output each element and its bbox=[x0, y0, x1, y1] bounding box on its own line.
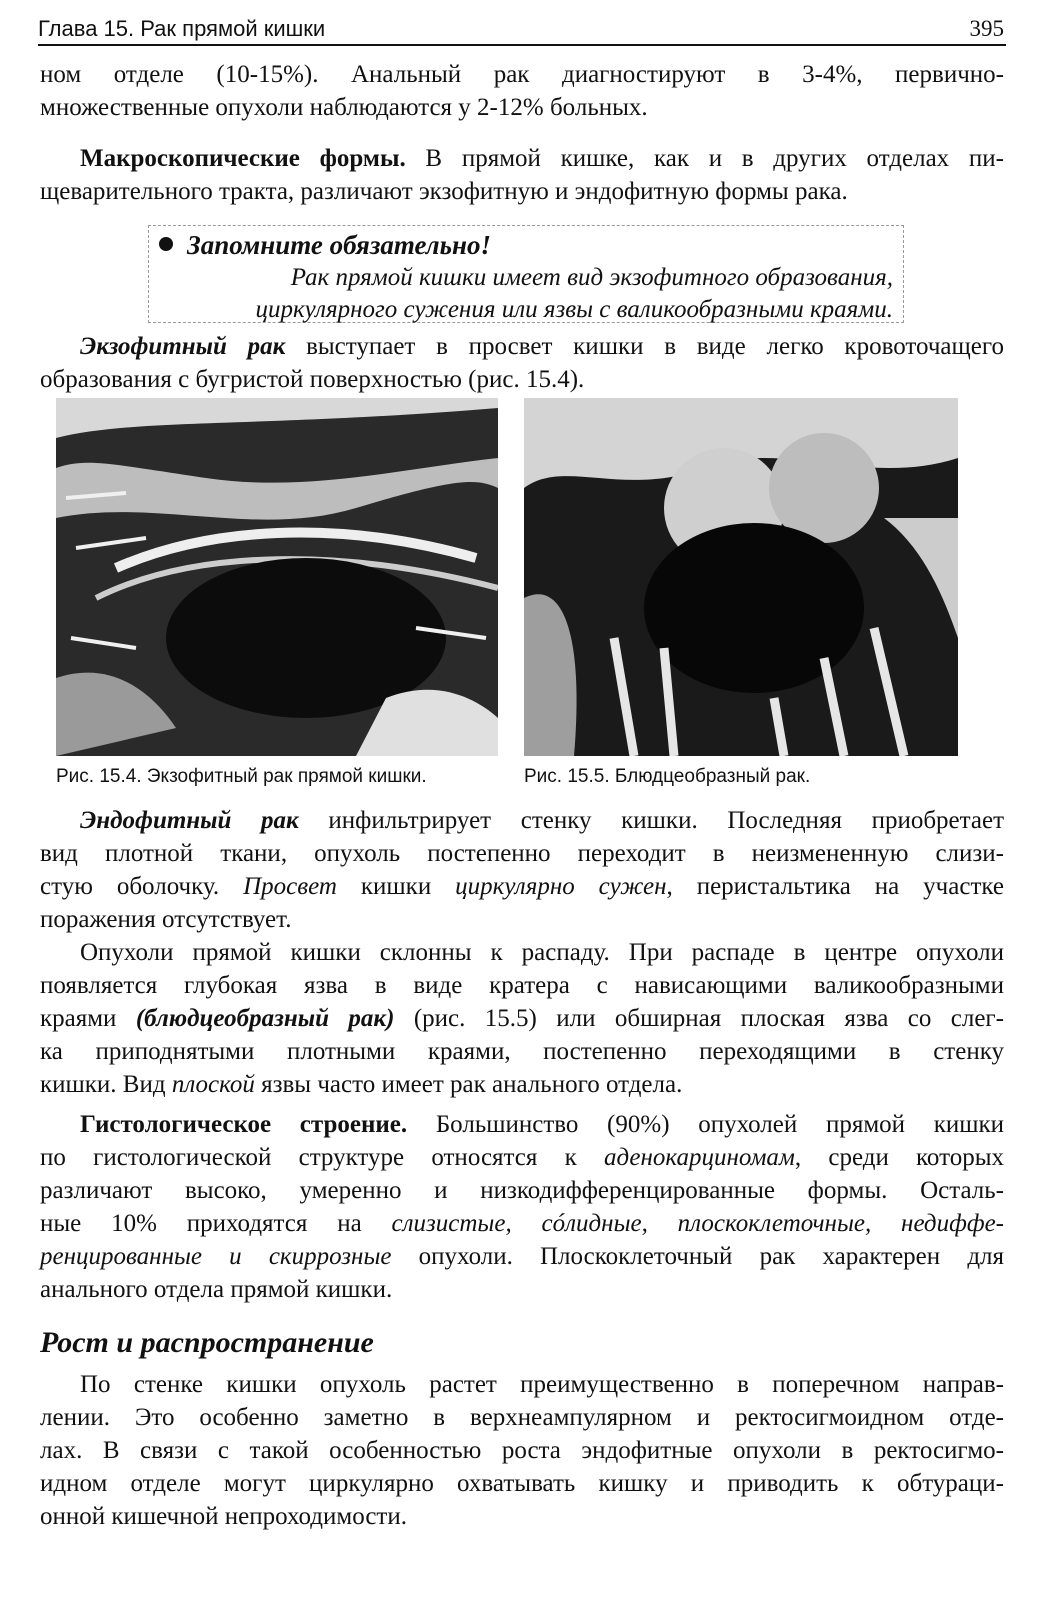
text-line bbox=[40, 1108, 1004, 1141]
saucer-photo-illustration bbox=[524, 398, 958, 756]
text-line bbox=[40, 142, 1004, 175]
text-fragment: , среди которых bbox=[794, 1144, 1004, 1171]
text-line bbox=[40, 870, 1004, 903]
text-line bbox=[40, 1068, 1004, 1101]
text-fragment: кишки bbox=[336, 873, 456, 900]
text-line: идном отделе могут циркулярно охватывать кишку и приводить к обтураци- bbox=[40, 1470, 1004, 1497]
text-fragment: Большинство (90%) опухолей прямой кишки bbox=[407, 1111, 1004, 1138]
callout-body bbox=[149, 262, 893, 326]
text-fragment: краями bbox=[40, 1005, 136, 1032]
paragraph-ulceration bbox=[40, 936, 1004, 1101]
term-adenocarcinoma: аденокарциномам bbox=[603, 1144, 795, 1171]
text-line: множественные опухоли наблюдаются у 2-12% больных. bbox=[40, 94, 648, 121]
text-line bbox=[40, 1240, 1004, 1273]
term-tumor-types-cont: ренцированные и скиррозные bbox=[40, 1243, 392, 1270]
text-line bbox=[40, 1141, 1004, 1174]
term-exophytic: Экзофитный рак bbox=[80, 333, 286, 360]
text-line: вид плотной ткани, опухоль постепенно переходит в неизмененную слизи- bbox=[40, 840, 1004, 867]
text-line: лении. Это особенно заметно в верхнеампулярном и ректосигмоидном отде- bbox=[40, 1404, 1004, 1431]
text-line: ка приподнятыми плотными краями, постепенно переходящими в стенку bbox=[40, 1038, 1004, 1065]
text-line: онной кишечной непроходимости. bbox=[40, 1503, 407, 1530]
text-fragment: ные 10% приходятся на bbox=[40, 1210, 392, 1237]
text-line: анального отдела прямой кишки. bbox=[40, 1276, 393, 1303]
text-fragment: по гистологической структуре относятся к bbox=[40, 1144, 604, 1171]
text-fragment: кишки. Вид bbox=[40, 1071, 172, 1098]
text-line: лах. В связи с такой особенностью роста эндофитные опухоли в ректосигмо- bbox=[40, 1437, 1004, 1464]
running-header bbox=[38, 14, 1006, 46]
text-line: Рак прямой кишки имеет вид экзофитного образования, bbox=[290, 264, 893, 291]
section-heading-growth: Рост и распространение bbox=[40, 1326, 374, 1359]
text-fragment: инфильтрирует стенку кишки. Последняя приобретает bbox=[298, 807, 1004, 834]
paragraph-endophytic bbox=[40, 804, 1004, 936]
text-line: появляется глубокая язва в виде кратера с нависающими валикообразными bbox=[40, 972, 1004, 999]
text-fragment: В прямой кишке, как и в других отделах пи- bbox=[405, 145, 1004, 172]
term-lumen: Просвет bbox=[243, 873, 337, 900]
caption-figure-15-4: Рис. 15.4. Экзофитный рак прямой кишки. bbox=[56, 766, 427, 787]
caption-figure-15-5: Рис. 15.5. Блюдцеобразный рак. bbox=[524, 766, 811, 787]
text-fragment: , перистальтика на участке bbox=[666, 873, 1004, 900]
text-line: поражения отсутствует. bbox=[40, 906, 292, 933]
term-saucer-cancer: (блюдцеобразный рак) bbox=[135, 1005, 395, 1032]
page-number: 395 bbox=[969, 16, 1004, 41]
text-fragment: стую оболочку. bbox=[40, 873, 244, 900]
paragraph-exophytic bbox=[40, 330, 1004, 396]
text-line: образования с бугристой поверхностью (рис. 15.4). bbox=[40, 366, 585, 393]
chapter-title: Глава 15. Рак прямой кишки bbox=[38, 16, 326, 41]
text-line: щеварительного тракта, различают экзофитную и эндофитную формы рака. bbox=[40, 178, 848, 205]
text-fragment: язвы часто имеет рак анального отдела. bbox=[254, 1071, 683, 1098]
text-line bbox=[40, 804, 1004, 837]
paragraph-macroscopic-forms bbox=[40, 142, 1004, 208]
callout-title-text: Запомните обязательно! bbox=[187, 230, 492, 260]
exophytic-photo-illustration bbox=[56, 398, 498, 756]
figure-saucer-photo bbox=[524, 398, 958, 756]
bullet-icon bbox=[159, 237, 173, 251]
text-line bbox=[40, 1002, 1004, 1035]
text-line: различают высоко, умеренно и низкодифференцированные формы. Осталь- bbox=[40, 1177, 1004, 1204]
text-fragment: опухоли. Плоскоклеточный рак характерен для bbox=[391, 1243, 1005, 1270]
remember-callout bbox=[148, 225, 904, 323]
term-histology: Гистологическое строение. bbox=[80, 1111, 408, 1138]
text-line: ном отделе (10-15%). Анальный рак диагностируют в 3-4%, первично- bbox=[40, 61, 1004, 88]
paragraph-anal-cancer bbox=[40, 58, 1004, 124]
paragraph-histology bbox=[40, 1108, 1004, 1306]
text-line: циркулярного сужения или язвы с валикообразными краями. bbox=[255, 296, 893, 323]
text-fragment: (рис. 15.5) или обширная плоская язва со слег- bbox=[394, 1005, 1004, 1032]
term-circular-narrowing: циркулярно сужен bbox=[455, 873, 667, 900]
term-macroscopic-forms: Макроскопические формы. bbox=[80, 145, 406, 172]
term-flat: плоской bbox=[171, 1071, 255, 1098]
term-endophytic: Эндофитный рак bbox=[80, 807, 299, 834]
term-tumor-types: слизистые, сóлидные, плоскоклеточные, недиффе- bbox=[391, 1210, 1004, 1237]
text-fragment: выступает в просвет кишки в виде легко кровоточащего bbox=[285, 333, 1004, 360]
text-line bbox=[40, 330, 1004, 363]
text-line: По стенке кишки опухоль растет преимущественно в поперечном направ- bbox=[80, 1371, 1004, 1398]
figure-exophytic-photo bbox=[56, 398, 498, 756]
callout-title bbox=[159, 230, 491, 261]
paragraph-growth bbox=[40, 1368, 1004, 1533]
text-line: Опухоли прямой кишки склонны к распаду. При распаде в центре опухоли bbox=[80, 939, 1004, 966]
text-line bbox=[40, 1207, 1004, 1240]
